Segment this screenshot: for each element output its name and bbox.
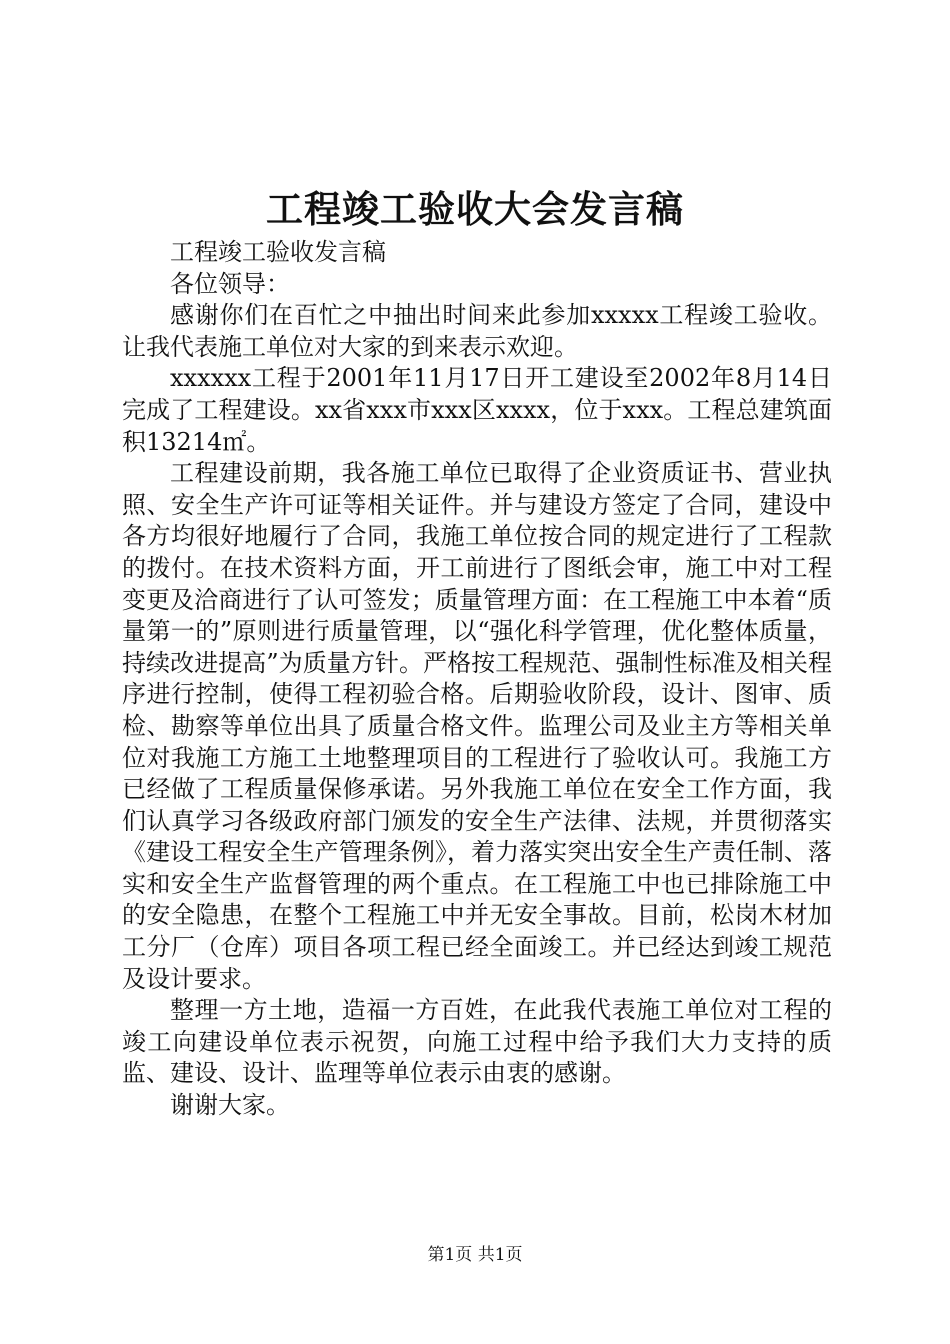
paragraph-construction-details: 工程建设前期，我各施工单位已取得了企业资质证书、营业执照、安全生产许可证等相关证件。并与建设方签定了合同，建设中各方均很好地履行了合同，我施工单位按合同的规定进行了工程款的拨付。在技术资料方面，开工前进行了图纸会审，施工中对工程变更及洽商进行了认可签发；质量管理方面：在工程施工中本着“质量第一的”原则进行质量管理，以“强化科学管理，优化整体质量，持续改进提高”为质量方针。严格按工程规范、强制性标准及相关程序进行控制，使得工程初验合格。后期验收阶段，设计、图审、质检、勘察等单位出具了质量合格文件。监理公司及业主方等相关单位对我施工方施工土地整理项目的工程进行了验收认可。我施工方已经做了工程质量保修承诺。另外我施工单位在安全工作方面，我们认真学习各级政府部门颁发的安全生产法律、法规，并贯彻落实《建设工程安全生产管理条例》，着力落实突出安全生产责任制、落实和安全生产监督管理的两个重点。在工程施工中也已排除施工中的安全隐患，在整个工程施工中并无安全事故。目前，松岗木材加工分厂（仓库）项目各项工程已经全面竣工。并已经达到竣工规范及设计要求。 [122, 459, 832, 993]
paragraph-salutation: 各位领导： [170, 269, 290, 298]
paragraph-welcome: 感谢你们在百忙之中抽出时间来此参加xxxxx工程竣工验收。让我代表施工单位对大家的到来表示欢迎。 [122, 301, 832, 361]
paragraph-project-info: xxxxxx工程于2001年11月17日开工建设至2002年8月14日完成了工程建设。xx省xxx市xxx区xxxx，位于xxx。工程总建筑面积13214㎡。 [122, 364, 832, 456]
paragraph-subtitle: 工程竣工验收发言稿 [170, 238, 386, 266]
paragraph-closing: 谢谢大家。 [170, 1091, 290, 1120]
document-body [122, 237, 832, 1122]
paragraph-congratulations: 整理一方土地，造福一方百姓，在此我代表施工单位对工程的竣工向建设单位表示祝贺，向施工过程中给予我们大力支持的质监、建设、设计、监理等单位表示由衷的感谢。 [122, 996, 832, 1088]
document-title: 工程竣工验收大会发言稿 [266, 187, 684, 231]
page-footer: 第1页 共1页 [427, 1245, 523, 1265]
